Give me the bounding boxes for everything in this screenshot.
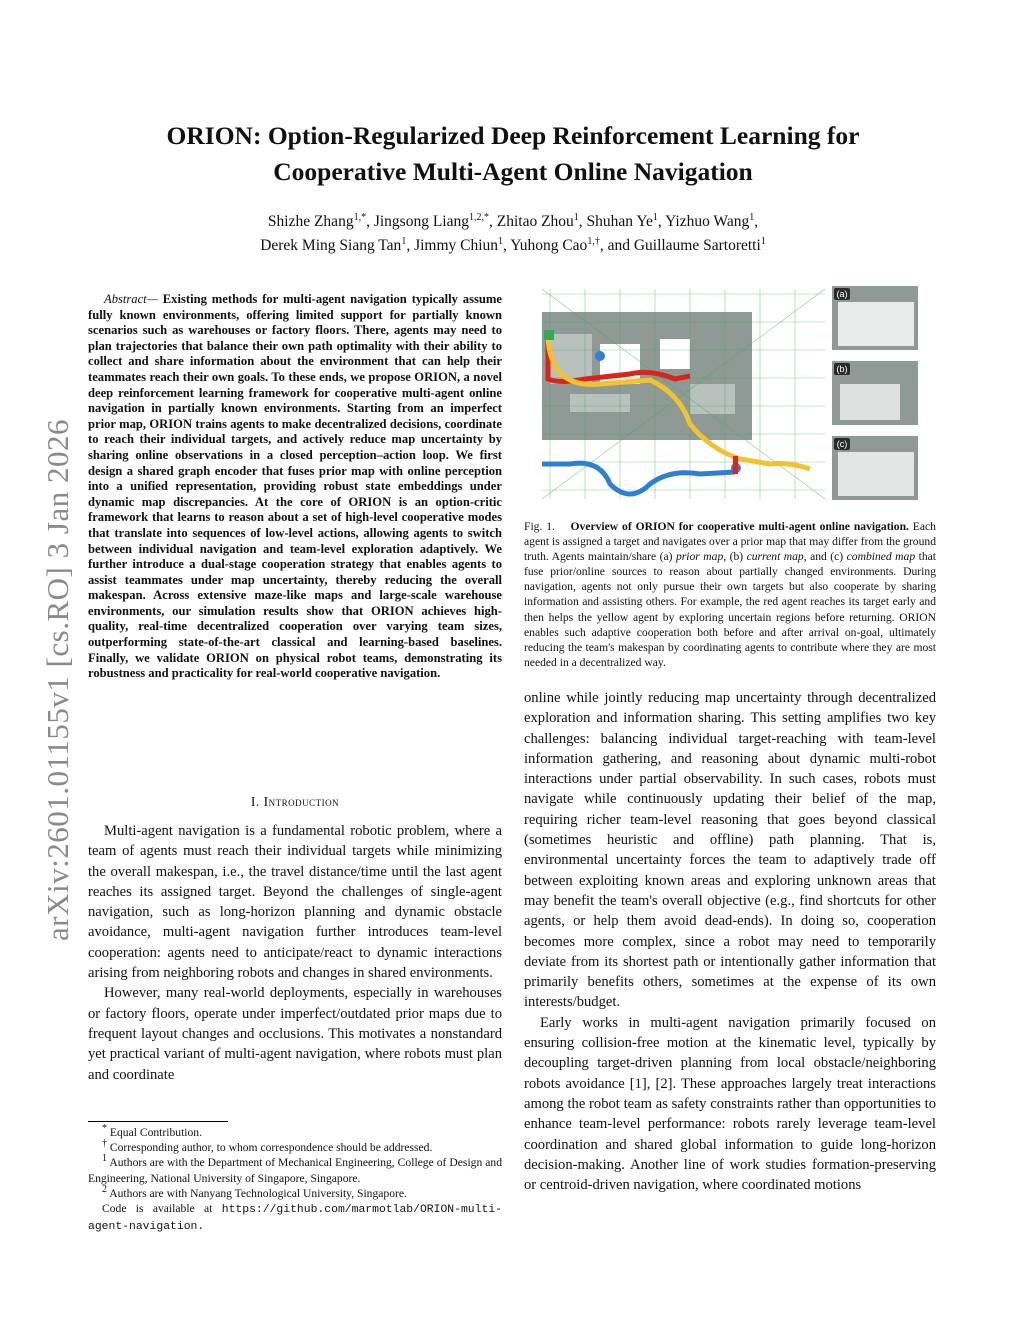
footnote-equal: * Equal Contribution. (102, 1123, 203, 1139)
footnote-text: Authors are with the Department of Mechanical Engineering, College of Design and Engineering, National University of Singapore, Singapore. (88, 1156, 502, 1185)
author-affil: 1,† (587, 235, 600, 247)
footnotes (88, 1121, 502, 1235)
section-number: I. (250, 794, 260, 809)
caption-label: Fig. 1. (524, 520, 555, 533)
author-name: and Guillaume Sartoretti (607, 237, 761, 254)
author-name: Jimmy Chiun (414, 237, 499, 254)
figure-1 (540, 284, 920, 504)
author-affil: 1 (573, 211, 579, 223)
caption-bold: Overview of ORION for cooperative multi-agent online navigation. (570, 520, 909, 533)
arxiv-sidebar (28, 380, 88, 980)
author-affil: 1,2,* (468, 211, 489, 223)
author-affil: 1 (749, 211, 755, 223)
author-name: Yizhuo Wang (665, 213, 750, 230)
author-affil: 1 (652, 211, 658, 223)
section-heading (88, 794, 502, 810)
author-line-2: Derek Ming Siang Tan$^1$, Jimmy Chiun$^1$, Yuhong Cao$^{1,\dagger}$, and Guillaume Sartoretti$^1$ (260, 235, 766, 254)
caption-text: Each agent is assigned a target and navigates over a prior map that may differ from the ground truth. Agents maintain/share (a) (524, 520, 936, 564)
caption-text: that fuse prior/online sources to reason about partially changed environments. During navigation, agents not only pursue their own targets but also cooperate by sharing information and assisting others. For example, the red agent reaches its target early and then helps the yellow agent by exploring uncertain regions before returning. ORION enables such adaptive cooperation both before and after arrival on-goal, ultimately reducing the team's makespan by coordinating agents to contribute where they are most needed in a decentralized way. (524, 550, 936, 669)
panel-label-a: (a) (836, 289, 848, 299)
author-list (88, 210, 938, 258)
title-line-1: ORION: Option-Regularized Deep Reinforcement Learning for (166, 121, 860, 150)
intro-paragraph: Multi-agent navigation is a fundamental robotic problem, where a team of agents must reach their individual targets while minimizing the overall makespan, i.e., the travel distance/time until the last agent reaches its assigned target. Beyond the challenges of single-agent navigation, such as long-horizon planning and dynamic obstacle avoidance, multi-agent navigation further introduces team-level cooperation: agents need to anticipate/react to dynamic interactions arising from neighboring robots and changes in shared environments. (88, 823, 502, 982)
abstract (88, 292, 502, 682)
intro-paragraph: However, many real-world deployments, especially in warehouses or factory floors, operate under imperfect/outdated prior maps due to frequent layout changes and occlusions. This motivates a nonstandard yet practical variant of multi-agent navigation, where robots must plan and coordinate (88, 985, 502, 1083)
footnote-text: Authors are with Nanyang Technological University, Singapore. (109, 1186, 407, 1200)
target-flag (544, 330, 554, 340)
author-name: Yuhong Cao (510, 237, 588, 254)
caption-italic: prior map (675, 550, 724, 564)
caption-text: , (b) (723, 550, 747, 564)
footnote-aff1: $^1$ Authors are with the Department of Mechanical Engineering, College of Design and Engineering, National University of Singapore, Singapore. (88, 1153, 502, 1185)
abstract-body: Existing methods for multi-agent navigation typically assume fully known environments, offering limited support for partially known scenarios such as warehouses or factory floors. There, agents may need to plan trajectories that balance their own path optimality with their ability to collect and share information about the environment that can help their teammates reach their own goals. To these ends, we propose ORION, a novel deep reinforcement learning framework for cooperative multi-agent online navigation in partially known environments. Starting from an imperfect prior map, ORION trains agents to make decentralized decisions, coordinate to reach their individual targets, and actively reduce map uncertainty by sharing online observations in a closed perception–action loop. We first design a shared graph encoder that fuses prior map with online perception into a unified representation, providing robust state embeddings under dynamic map discrepancies. At the core of ORION is an option-critic framework that learns to reason about a set of high-level cooperative modes that translate into sequences of low-level actions, allowing agents to switch between individual navigation and team-level exploration adaptively. We further introduce a dual-stage cooperation strategy that enables agents to assist teammates under map uncertainty, thereby reducing the overall makespan. Across extensive maze-like maps and large-scale warehouse environments, our simulation results show that ORION achieves high-quality, real-time decentralized cooperation over varying team sizes, outperforming state-of-the-art classical and learning-based baselines. Finally, we validate ORION on physical robot teams, demonstrating its robustness and practicality for real-world cooperative navigation. (88, 292, 502, 681)
footnote-corr: † Corresponding author, to whom correspondence should be addressed. (102, 1138, 433, 1155)
maze-block (660, 339, 690, 369)
title-line-2: Cooperative Multi-Agent Online Navigation (273, 157, 753, 186)
author-name: Shizhe Zhang (267, 213, 354, 230)
right-column-text (524, 688, 936, 1195)
footnote-code (88, 1201, 502, 1235)
author-line-1: Shizhe Zhang$^{1,*}$, Jingsong Liang$^{1,2,*}$, Zhitao Zhou$^1$, Shuhan Ye$^1$, Yizhuo Wang$^1$, (267, 211, 759, 230)
author-name: Shuhan Ye (586, 213, 653, 230)
code-link[interactable]: https://github.com/marmotlab/ORION-multi-agent-navigation. (88, 1204, 502, 1234)
author-affil: 1,* (353, 211, 367, 223)
panel-b (832, 361, 918, 425)
caption-italic: combined map (846, 550, 916, 564)
caption-text: , and (c) (803, 550, 847, 564)
maze-block (570, 394, 630, 412)
panel-a (832, 286, 918, 350)
arxiv-id: arXiv:2601.01155v1 [cs.RO] 3 Jan 2026 (40, 419, 75, 941)
body-paragraph: online while jointly reducing map uncertainty through decentralized exploration and information sharing. This setting amplifies two key challenges: balancing individual target-reaching with team-level information gathering, and reasoning about dynamic multi-robot interactions under partial observability. In such cases, robots must navigate while continuously updating their belief of the map, requiring richer team-level reasoning that goes beyond classical (sometimes heuristic and offline) path planning. That is, environmental uncertainty forces the team to adaptively trade off between exploiting known areas and exploring unknown areas that may benefit the team's overall objective (e.g., find shortcuts for other agents, or help them avoid dead-ends). In doing so, cooperation becomes more complex, since a robot may need to temporarily deviate from its shortest path or intentionally gather information that primarily benefits others, sometimes at the expense of its own interests/budget. (524, 690, 936, 1011)
panel-c (832, 436, 918, 500)
author-name: Jingsong Liang (373, 213, 469, 230)
author-affil: 1 (760, 235, 766, 247)
target-flag (733, 456, 738, 474)
intro-text (88, 821, 502, 1085)
paper-title (88, 118, 938, 190)
figure-caption (524, 519, 936, 670)
footnote-text: Corresponding author, to whom correspondence should be addressed. (109, 1141, 433, 1155)
abstract-lead: Abstract— (104, 292, 158, 306)
footnote-rule (88, 1121, 228, 1122)
panel-label-b: (b) (836, 364, 848, 374)
author-name: Zhitao Zhou (496, 213, 574, 230)
body-paragraph: Early works in multi-agent navigation primarily focused on ensuring collision-free motion at the kinematic level, typically by decoupling target-driven planning from local obstacle/neighboring robots avoidance [1], [2]. These approaches largely treat interactions among the robot team as safety constraints rather than opportunities to enhance team-level performance: robots rarely leverage team-level coordination and shared global information to guide long-horizon decision-making. Another line of work studies formation-preserving or centroid-driven navigation, where coordinated motions (524, 1014, 936, 1194)
author-affil: 1 (498, 235, 504, 247)
code-prefix: Code is available at (102, 1202, 213, 1216)
maze-block (690, 384, 735, 414)
agent-marker (595, 351, 605, 361)
panel-label-c: (c) (836, 439, 848, 449)
caption-italic: current map (746, 550, 804, 564)
footnote-text: Equal Contribution. (109, 1126, 203, 1139)
section-title: Introduction (263, 794, 340, 809)
author-name: Derek Ming Siang Tan (260, 237, 402, 254)
author-affil: 1 (401, 235, 407, 247)
footnote-aff2: $^2$ Authors are with Nanyang Technological University, Singapore. (102, 1183, 407, 1200)
